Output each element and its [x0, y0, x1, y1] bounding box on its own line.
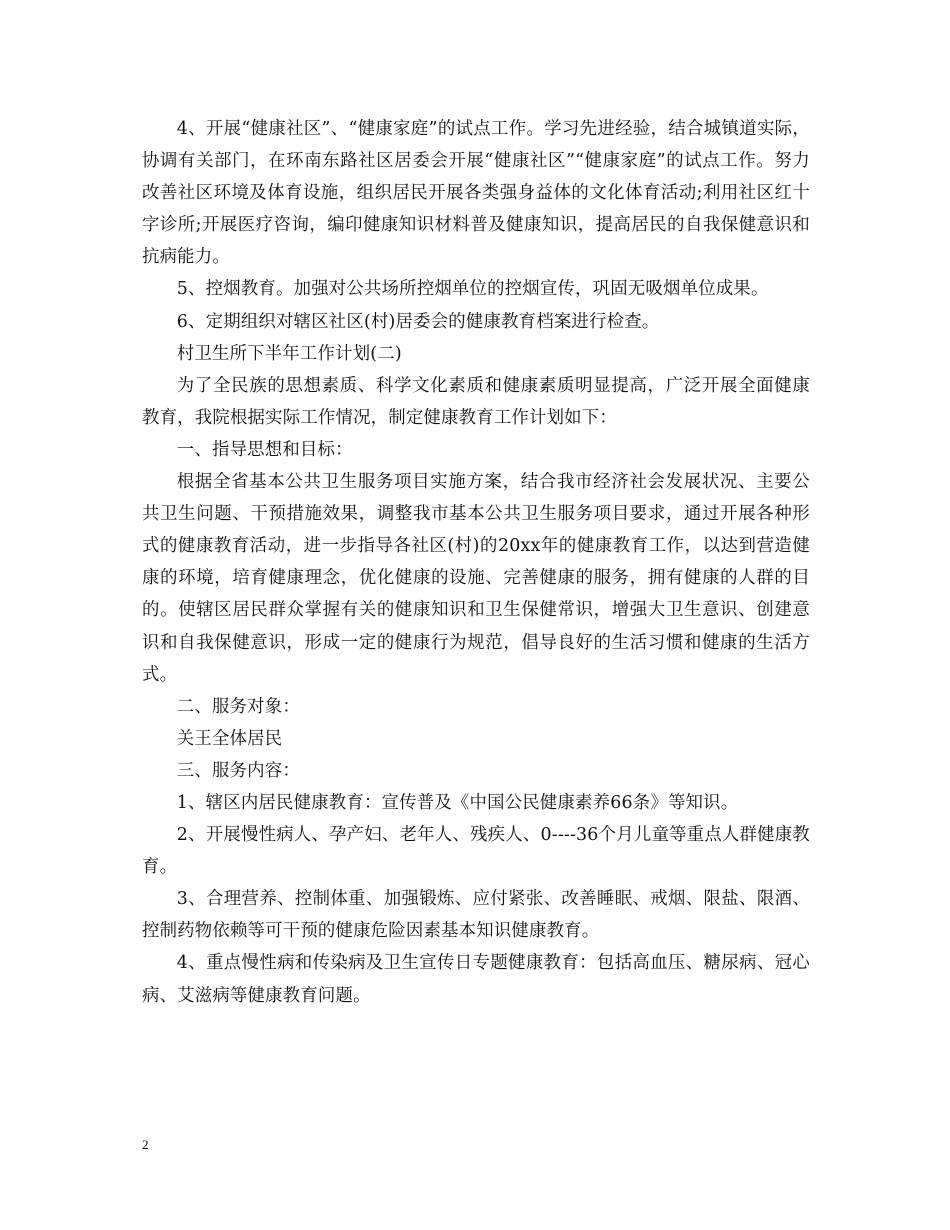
section-heading-plan-two: 村卫生所下半年工作计划(二) [176, 343, 402, 364]
heading-service-targets: 二、服务对象： [176, 696, 300, 717]
service-item-4: 4、重点慢性病和传染病及卫生宣传日专题健康教育：包括高血压、糖尿病、冠心病、艾滋病等健康教育问题。 [142, 953, 810, 1006]
heading-guiding-ideas: 一、指导思想和目标： [176, 439, 353, 460]
service-item-1: 1、辖区内居民健康教育：宣传普及《中国公民健康素养66条》等知识。 [176, 792, 739, 813]
service-item-2: 2、开展慢性病人、孕产妇、老年人、残疾人、0----36个月儿童等重点人群健康教育。 [142, 825, 810, 878]
page-number: 2 [142, 1137, 149, 1152]
paragraph-guiding-ideas: 根据全省基本公共卫生服务项目实施方案，结合我市经济社会发展状况、主要公共卫生问题、干预措施效果，调整我市基本公共卫生服务项目要求，通过开展各种形式的健康教育活动，进一步指导各社区(村)的20xx年的健康教育工作，以达到营造健康的环境，培育健康理念，优化健康的设施、完善健康的服务，拥有健康的人群的目的。使辖区居民群众掌握有关的健康知识和卫生保健常识，增强大卫生意识、创建意识和自我保健意识，形成一定的健康行为规范，倡导良好的生活习惯和健康的生活方式。 [142, 472, 810, 685]
service-item-3: 3、合理营养、控制体重、加强锻炼、应付紧张、改善睡眠、戒烟、限盐、限酒、控制药物依赖等可干预的健康危险因素基本知识健康教育。 [142, 889, 810, 942]
paragraph-item-6-archive-check: 6、定期组织对辖区社区(村)居委会的健康教育档案进行检查。 [176, 311, 660, 332]
paragraph-service-targets: 关王全体居民 [176, 728, 283, 749]
document-body [142, 113, 810, 1012]
paragraph-item-5-tobacco-control: 5、控烟教育。加强对公共场所控烟单位的控烟宣传，巩固无吸烟单位成果。 [176, 279, 769, 300]
paragraph-intro: 为了全民族的思想素质、科学文化素质和健康素质明显提高，广泛开展全面健康教育，我院根据实际工作情况，制定健康教育工作计划如下： [142, 375, 810, 428]
heading-service-content: 三、服务内容： [176, 760, 300, 781]
paragraph-item-4-pilot-work: 4、开展“健康社区”、“健康家庭”的试点工作。学习先进经验，结合城镇道实际，协调有关部门，在环南东路社区居委会开展“健康社区”“健康家庭”的试点工作。努力改善社区环境及体育设施，组织居民开展各类强身益体的文化体育活动;利用社区红十字诊所;开展医疗咨询，编印健康知识材料普及健康知识，提高居民的自我保健意识和抗病能力。 [142, 119, 810, 268]
